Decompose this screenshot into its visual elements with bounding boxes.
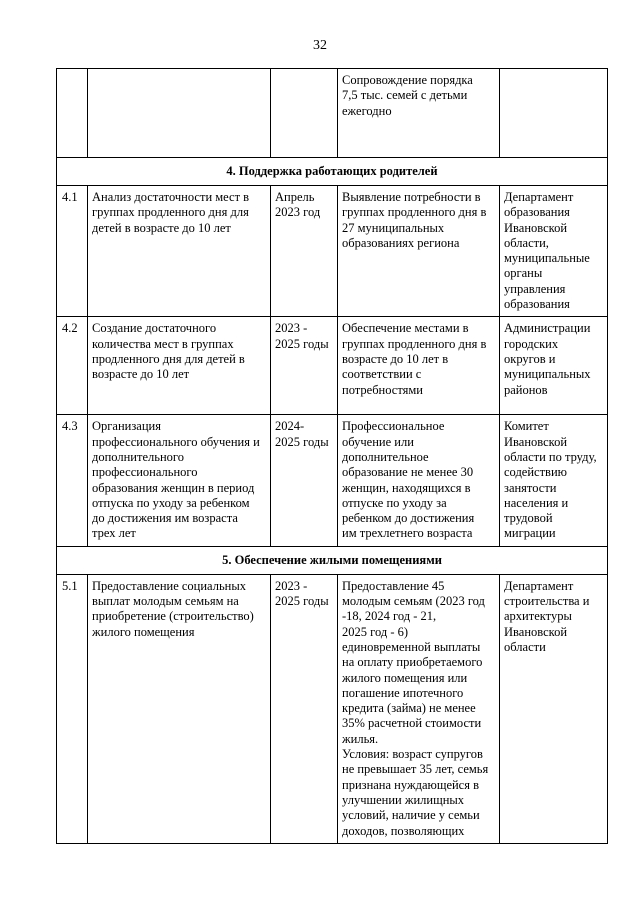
table-row bbox=[57, 317, 608, 415]
result-cell: Сопровождение порядка 7,5 тыс. семей с детьми ежегодно bbox=[338, 69, 500, 158]
responsible-cell bbox=[500, 69, 608, 158]
row-number: 4.2 bbox=[57, 317, 88, 415]
table-row bbox=[57, 415, 608, 546]
row-number: 5.1 bbox=[57, 574, 88, 843]
responsible-cell: Администрации городских округов и муниципальных районов bbox=[500, 317, 608, 415]
deadline-cell: 2024- 2025 годы bbox=[271, 415, 338, 546]
section-heading: 4. Поддержка работающих родителей bbox=[57, 158, 608, 186]
action-cell: Создание достаточного количества мест в группах продленного дня для детей в возрасте до 10 лет bbox=[88, 317, 271, 415]
result-cell: Предоставление 45 молодым семьям (2023 год -18, 2024 год - 21, 2025 год - 6) единовременной выплаты на оплату приобретаемого жилого помещения или погашение ипотечного кредита (займа) не менее 35% расчетной стоимости жилья. Условия: возраст супругов не превышает 35 лет, семья признана нуждающейся в улучшении жилищных условий, наличие у семьи доходов, позволяющих bbox=[338, 574, 500, 843]
page-number: 32 bbox=[313, 38, 327, 53]
table-row bbox=[57, 574, 608, 843]
deadline-cell: Апрель 2023 год bbox=[271, 186, 338, 317]
section-row bbox=[57, 158, 608, 186]
result-cell: Обеспечение местами в группах продленного дня в возрасте до 10 лет в соответствии с потребностями bbox=[338, 317, 500, 415]
result-cell: Выявление потребности в группах продленного дня в 27 муниципальных образованиях региона bbox=[338, 186, 500, 317]
action-cell bbox=[88, 69, 271, 158]
section-heading: 5. Обеспечение жилыми помещениями bbox=[57, 546, 608, 574]
deadline-cell bbox=[271, 69, 338, 158]
responsible-cell: Комитет Ивановской области по труду, содействию занятости населения и трудовой миграции bbox=[500, 415, 608, 546]
responsible-cell: Департамент строительства и архитектуры Ивановской области bbox=[500, 574, 608, 843]
table-row bbox=[57, 69, 608, 158]
row-number: 4.3 bbox=[57, 415, 88, 546]
result-cell: Профессиональное обучение или дополнительное образование не менее 30 женщин, находящихся в отпуске по уходу за ребенком до достижения им трехлетнего возраста bbox=[338, 415, 500, 546]
section-row bbox=[57, 546, 608, 574]
responsible-cell: Департамент образования Ивановской области, муниципальные органы управления образования bbox=[500, 186, 608, 317]
action-cell: Организация профессионального обучения и дополнительного профессионального образования женщин в период отпуска по уходу за ребенком до достижения им возраста трех лет bbox=[88, 415, 271, 546]
measures-table bbox=[56, 68, 608, 844]
row-number: 4.1 bbox=[57, 186, 88, 317]
table-row bbox=[57, 186, 608, 317]
deadline-cell: 2023 - 2025 годы bbox=[271, 574, 338, 843]
action-cell: Анализ достаточности мест в группах продленного дня для детей в возрасте до 10 лет bbox=[88, 186, 271, 317]
row-number bbox=[57, 69, 88, 158]
deadline-cell: 2023 - 2025 годы bbox=[271, 317, 338, 415]
action-cell: Предоставление социальных выплат молодым семьям на приобретение (строительство) жилого помещения bbox=[88, 574, 271, 843]
